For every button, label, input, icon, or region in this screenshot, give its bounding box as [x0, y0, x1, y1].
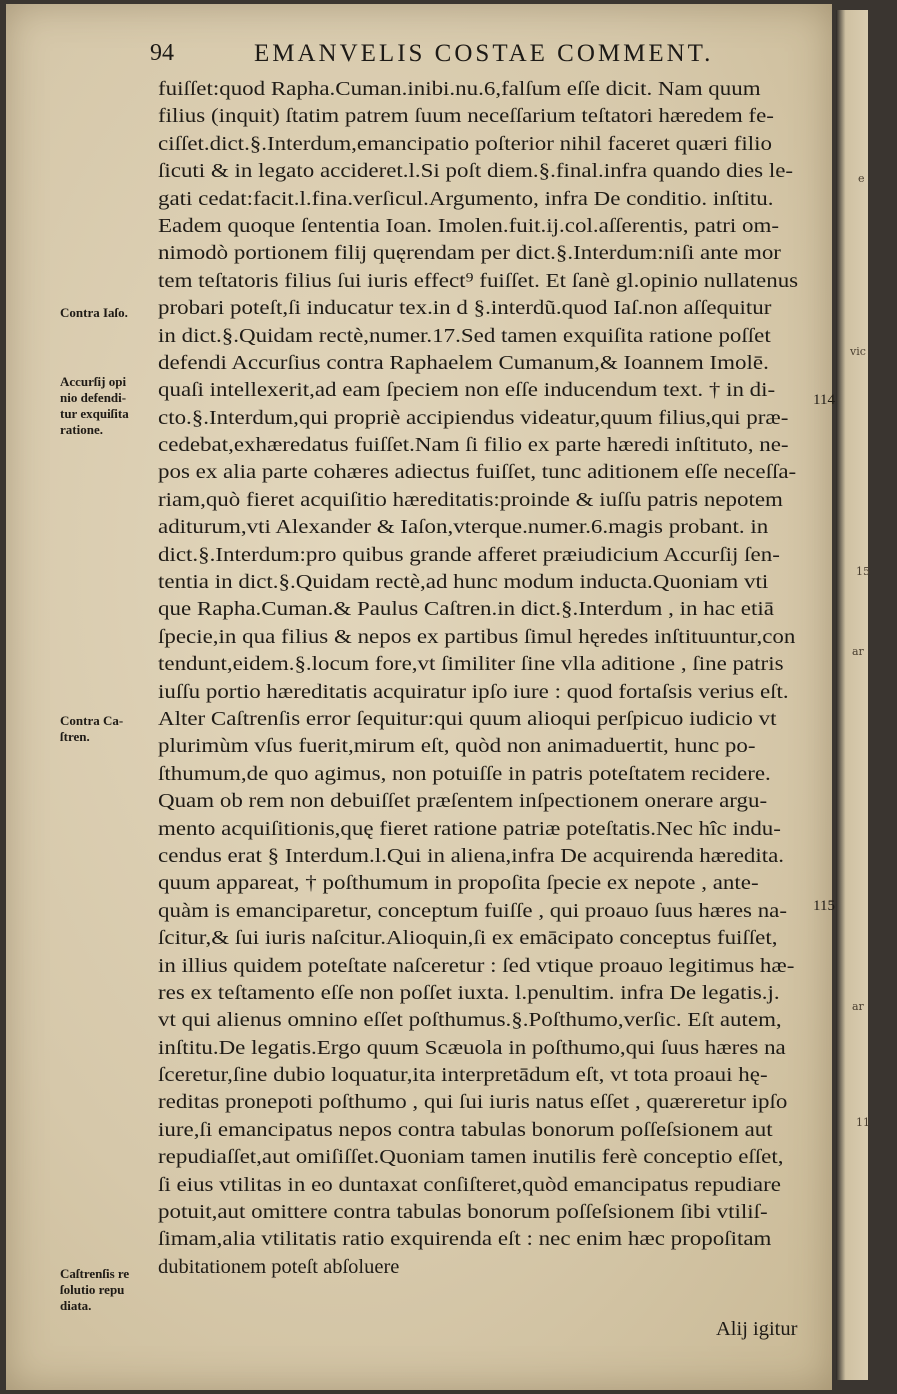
text-line: fuiſſet:quod Rapha.Cuman.inibi.nu.6,falſum eſſe dicit. Nam quum [158, 78, 761, 100]
text-line: filius (inquit) ſtatim patrem ſuum neceſſarium teſtatori hæredem fe- [158, 105, 774, 128]
margin-note [60, 374, 156, 438]
text-line: ſpecie,in qua filius & nepos ex partibus ſimul hęredes inſtituuntur,con [158, 625, 796, 648]
edge-mark: ar [852, 1000, 864, 1013]
text-line: plurimùm vſus fuerit,mirum eſt, quòd non animaduertit, hunc po- [158, 735, 756, 758]
text-line: riam,quò fieret acquiſitio hæreditatis:proinde & iuſſu patris nepotem [158, 488, 783, 511]
text-line: ſcitur,& ſui iuris naſcitur.Alioquin,ſi ex emācipato conceptus fuiſſet, [158, 927, 778, 950]
text-line: in illius quidem poteſtate naſceretur : ſed vtique proauo legitimus hæ- [158, 954, 795, 977]
text-line: iuſſu portio hæreditatis acquiratur ipſo iure : quod fortaſsis verius eſt. [158, 680, 789, 703]
section-number: 115 [813, 898, 835, 914]
text-line: vt qui alienus omnino eſſet poſthumus.§.Poſthumo,verſic. Eſt autem, [158, 1009, 782, 1032]
margin-note-line: Caſtrenſis re [60, 1266, 130, 1281]
text-line: quum appareat, † poſthumum in propoſita ſpecie ex nepote , ante- [158, 872, 759, 895]
text-line: ſceretur,ſine dubio loquatur,ita interpretādum eſt, vt tota proaui hę- [158, 1064, 768, 1087]
edge-mark: ar [852, 645, 864, 658]
margin-note-line: Accurſij opi [60, 374, 127, 389]
text-line: ſi eius vtilitas in eo duntaxat conſiſteret,quòd emancipatus repudiare [158, 1173, 781, 1196]
text-line: ſicuti & in legato accideret.l.Si poſt diem.§.final.infra quando dies le- [158, 160, 794, 183]
margin-note [60, 305, 156, 321]
text-line: tendunt,eidem.§.locum fore,vt ſimiliter ſine vlla aditione , ſine patris [158, 653, 784, 676]
margin-note-line: tur exquiſita [60, 406, 129, 421]
margin-note-line: Contra Ca- [60, 713, 124, 728]
main-text [158, 76, 818, 1281]
text-line: potuit,aut omittere contra tabulas bonorum poſſeſsionem ſibi vtiliſ- [158, 1201, 768, 1224]
text-line: mento acquiſitionis,quę fieret ratione patriæ poteſtatis.Nec hîc indu- [158, 817, 781, 840]
text-line: tentia in dict.§.Quidam rectè,ad hunc modum inducta.Quoniam vti [158, 571, 769, 594]
text-line: Alter Caſtrenſis error ſequitur:qui quum alioqui perſpicuo iudicio vt [158, 707, 777, 730]
margin-note-line: ratione. [60, 422, 103, 437]
text-line: repudiaſſet,aut omiſiſſet.Quoniam tamen inutilis ferè conceptio eſſet, [158, 1146, 784, 1169]
text-line: dict.§.Interdum:pro quibus grande afferet præiudicium Accurſij ſen- [158, 543, 780, 566]
page-number: 94 [150, 40, 174, 66]
text-line: quàm is emanciparetur, conceptum fuiſſe , qui proauo ſuus hæres na- [158, 899, 788, 922]
margin-note [60, 1266, 156, 1314]
text-line: in dict.§.Quidam rectè,numer.17.Sed tamen exquiſita ratione poſſet [158, 324, 771, 347]
edge-mark: 15 [856, 565, 870, 578]
text-line: Quam ob rem non debuiſſet præſentem inſpectionem onerare argu- [158, 790, 768, 813]
edge-mark: e [858, 172, 865, 185]
text-line: ciſſet.dict.§.Interdum,emancipatio poſterior nihil faceret quæri filio [158, 132, 772, 155]
margin-note-line: ſtren. [60, 729, 90, 744]
edge-mark: vic [850, 345, 866, 358]
margin-note-line: diata. [60, 1298, 92, 1313]
text-line: ſimam,alia vtilitatis ratio exquirenda eſt : nec enim hæc propoſitam [158, 1228, 772, 1251]
text-line: gati cedat:facit.l.fina.verſicul.Argumento, infra De conditio. inſtitu. [158, 187, 774, 210]
text-line: cendus erat § Interdum.l.Qui in aliena,infra De acquirenda hæredita. [158, 844, 785, 867]
margin-note-line: nio defendi- [60, 390, 127, 405]
catchword: Alij igitur [716, 1318, 798, 1340]
section-number: 114 [813, 392, 835, 408]
text-line: dubitationem poteſt abſoluere [158, 1255, 400, 1278]
margin-note-line: ſolutio repu [60, 1282, 125, 1297]
edge-mark: 11 [856, 1116, 870, 1129]
text-line: que Rapha.Cuman.& Paulus Caſtren.in dict.§.Interdum , in hac etiā [158, 598, 774, 621]
text-line: iure,ſi emancipatus nepos contra tabulas bonorum poſſeſsionem aut [158, 1118, 773, 1141]
running-title: EMANVELIS COSTAE COMMENT. [254, 40, 714, 67]
text-line: probari poteſt,ſi inducatur tex.in d §.interdũ.quod Iaſ.non aſſequitur [158, 297, 772, 320]
text-line: cedebat,exhæredatus fuiſſet.Nam ſi filio ex parte hæredi inſtituto, ne- [158, 434, 789, 457]
text-line: ſthumum,de quo agimus, non potuiſſe in patris poteſtatem recidere. [158, 762, 771, 785]
text-line: inſtitu.De legatis.Ergo quum Scæuola in poſthumo,qui ſuus hæres na [158, 1036, 786, 1059]
text-line: res ex teſtamento eſſe non poſſet iuxta. l.penultim. infra De legatis.j. [158, 981, 780, 1004]
text-line: Eadem quoque ſententia Ioan. Imolen.fuit.ij.col.aſſerentis, patri om- [158, 214, 780, 237]
text-line: quaſi intellexerit,ad eam ſpeciem non eſſe inducendum text. † in di- [158, 379, 776, 402]
text-line: tem teſtatoris filius ſui iuris effect⁹ fuiſſet. Et ſanè gl.opinio nullatenus [158, 269, 799, 292]
text-line: cto.§.Interdum,qui propriè accipiendus videatur,quum filius,qui præ- [158, 406, 789, 429]
text-line: reditas pronepoti poſthumo , qui ſui iuris natus eſſet , quæreretur ipſo [158, 1091, 788, 1114]
margin-note [60, 713, 156, 745]
text-line: aditurum,vti Alexander & Iaſon,vterque.numer.6.magis probant. in [158, 516, 769, 539]
running-head [150, 40, 810, 74]
text-line: pos ex alia parte cohæres adiectus fuiſſet, tunc aditionem eſſe neceſſa- [158, 461, 797, 484]
text-line: defendi Accurſius contra Raphaelem Cumanum,& Ioannem Imolē. [158, 351, 769, 374]
text-line: nimodò portionem filij quęrendam per dict.§.Interdum:niſi ante mor [158, 242, 781, 265]
margin-note-line: Contra Iaſo. [60, 305, 128, 320]
